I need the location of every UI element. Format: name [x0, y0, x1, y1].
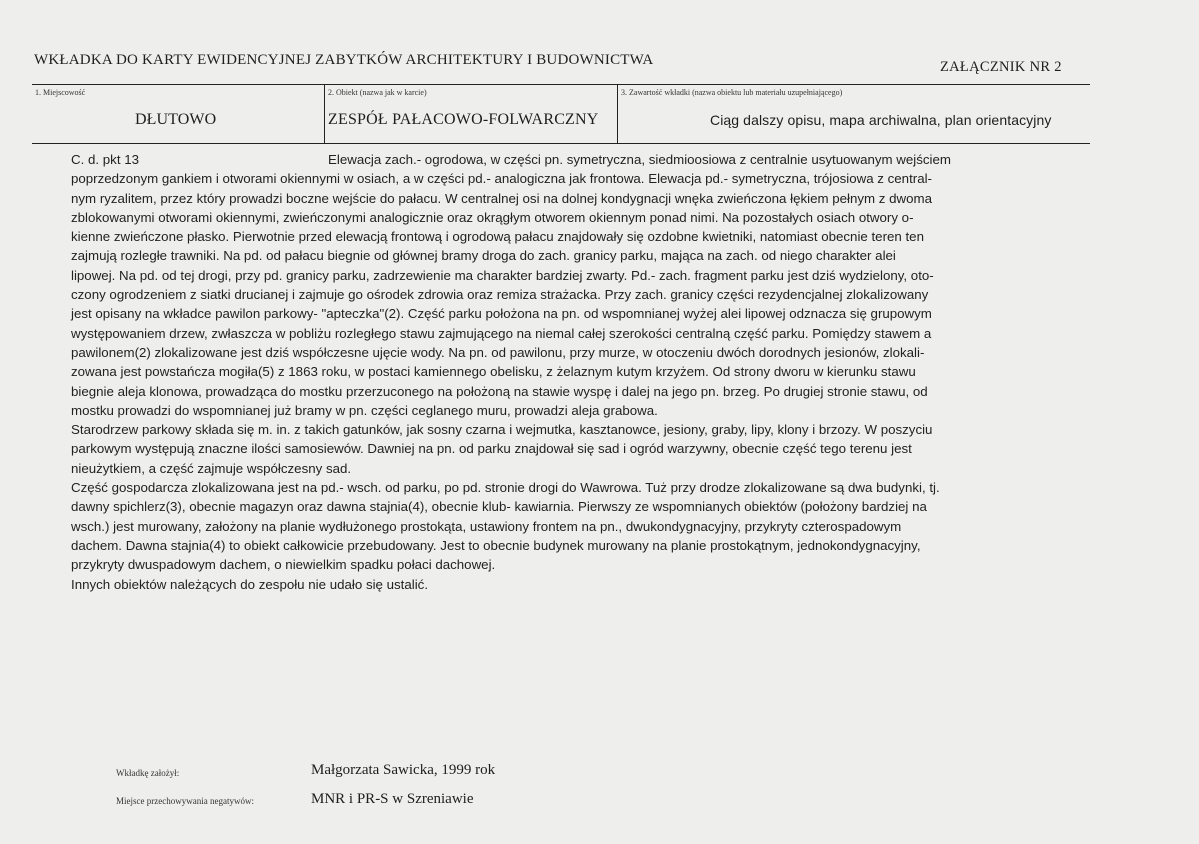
description-line: parkowym występują znaczne ilości samosiewów. Dawniej na pn. od parku znajdował się sad i ogród warzywny, obecnie część tego terenu jest: [71, 441, 912, 457]
description-line: nym ryzalitem, przez który prowadzi boczne wejście do pałacu. W centralnej osi na dolnej kondygnacji wnęka zwieńczona łękiem pełnym z dwoma: [71, 190, 932, 206]
description-line: lipowej. Na pd. od tej drogi, przy pd. granicy parku, zadrzewienie ma charakter bardziej zwarty. Pd.- zach. fragment parku jest dziś wydzielony, oto-: [71, 267, 934, 283]
description-line: zblokowanymi otworami okiennymi, zwieńczonymi analogicznie oraz okrągłym otworem okiennym ponad nimi. Na pozostałych osiach otwory o-: [71, 209, 914, 225]
field-object: [324, 85, 617, 143]
description-line: Innych obiektów należących do zespołu nie udało się ustalić.: [71, 576, 429, 592]
negatives-storage-label: Miejsce przechowywania negatywów:: [116, 796, 254, 806]
description-line: mostku prowadzi do wspomnianej już bramy w pn. części ceglanego muru, prowadzi aleja grabowa.: [71, 402, 658, 418]
description-line: poprzedzonym gankiem i otworami okiennymi w osiach, a w części pd.- analogiczna jak frontowa. Elewacja pd.- symetryczna, trójosiowa z central-: [71, 171, 932, 187]
description-line: kienne zwieńczone płasko. Pierwotnie przed elewacją frontową i ogrodową pałacu znajdowały się ozdobne kwietniki, natomiast obecnie teren ten: [71, 229, 924, 245]
field-locality-value: DŁUTOWO: [135, 111, 217, 128]
field-contents-value: Ciąg dalszy opisu, mapa archiwalna, plan orientacyjny: [710, 112, 1052, 128]
description-text: [71, 150, 1098, 594]
description-line: pawilonem(2) zlokalizowane jest dziś współczesne ujęcie wody. Na pn. od pawilonu, przy murze, w otoczeniu dwóch dorodnych jesionów, zlokali-: [71, 344, 925, 360]
document-title: WKŁADKA DO KARTY EWIDENCYJNEJ ZABYTKÓW ARCHITEKTURY I BUDOWNICTWA: [34, 52, 654, 68]
description-line: biegnie aleja klonowa, prowadząca do mostku przerzuconego na położoną na stawie wyspę i dalej na jego pn. brzeg. Po drugiej stronie stawu, od: [71, 383, 928, 399]
description-line: Starodrzew parkowy składa się m. in. z takich gatunków, jak sosny czarna i wejmutka, kasztanowce, jesiony, graby, lipy, klony i brzozy. W poszyciu: [71, 422, 933, 438]
description-line: dachem. Dawna stajnia(4) to obiekt całkowicie przebudowany. Jest to obecnie budynek murowany na planie prostokątnym, jednokondygnacyjny,: [71, 537, 921, 553]
author-label: Wkładkę założył:: [116, 768, 180, 778]
field-object-label: 2. Obiekt (nazwa jak w karcie): [328, 88, 427, 97]
description-line: [71, 150, 1098, 169]
field-contents: [617, 85, 1090, 143]
negatives-storage-value: MNR i PR-S w Szreniawie: [311, 791, 474, 807]
description-line: zajmują rozległe trawniki. Na pd. od pałacu biegnie od głównej bramy droga do zach. granicy parku, mająca na zach. od niego charakter alei: [71, 248, 896, 264]
annex-number: ZAŁĄCZNIK NR 2: [940, 59, 1062, 75]
header-fields-table: [32, 84, 1090, 144]
description-line: zowana jest powstańcza mogiła(5) z 1863 roku, w postaci kamiennego obelisku, z żelaznym kutym krzyżem. Od strony dworu w kierunku stawu: [71, 364, 916, 380]
field-locality-label: 1. Miejscowość: [35, 88, 86, 97]
description-line: występowaniem drzew, zwłaszcza w pobliżu rozległego stawu zajmującego na niemal całej szerokości centralną część parku. Pomiędzy stawem a: [71, 325, 932, 341]
section-reference: C. d. pkt 13: [71, 152, 139, 167]
description-line: jest opisany na wkładce pawilon parkowy- "apteczka"(2). Część parku położona na pn. od wspomnianej wyżej alei lipowej odznacza się grupowym: [71, 306, 932, 322]
description-line: Część gospodarcza zlokalizowana jest na pd.- wsch. od parku, po pd. stronie drogi do Wawrowa. Tuż przy drodze zlokalizowane są dwa budynki, tj.: [71, 480, 940, 496]
field-contents-label: 3. Zawartość wkładki (nazwa obiektu lub materiału uzupełniającego): [621, 88, 843, 97]
description-line: przykryty dwuspadowym dachem, o niewielkim spadku połaci dachowej.: [71, 557, 496, 573]
field-locality: [32, 85, 324, 143]
author-value: Małgorzata Sawicka, 1999 rok: [311, 762, 496, 778]
field-object-value: ZESPÓŁ PAŁACOWO-FOLWARCZNY: [328, 111, 599, 128]
description-line-text: Elewacja zach.- ogrodowa, w części pn. symetryczna, siedmioosiowa z centralnie usytuowanym wejściem: [328, 152, 951, 167]
description-line: czony ogrodzeniem z siatki drucianej i zajmuje go ośrodek zdrowia oraz remiza strażacka. Przy zach. granicy części rezydencjalnej zlokalizowany: [71, 287, 929, 303]
description-line: nieużytkiem, a część zajmuje współczesny sad.: [71, 460, 352, 476]
description-line: dawny spichlerz(3), obecnie magazyn oraz dawna stajnia(4), obecnie klub- kawiarnia. Pierwszy ze wspomnianych obiektów (położony bardziej na: [71, 499, 927, 515]
description-line: wsch.) jest murowany, założony na planie wydłużonego prostokąta, ustawiony frontem na pn., dwukondygnacyjny, przykryty czterospadowym: [71, 518, 902, 534]
